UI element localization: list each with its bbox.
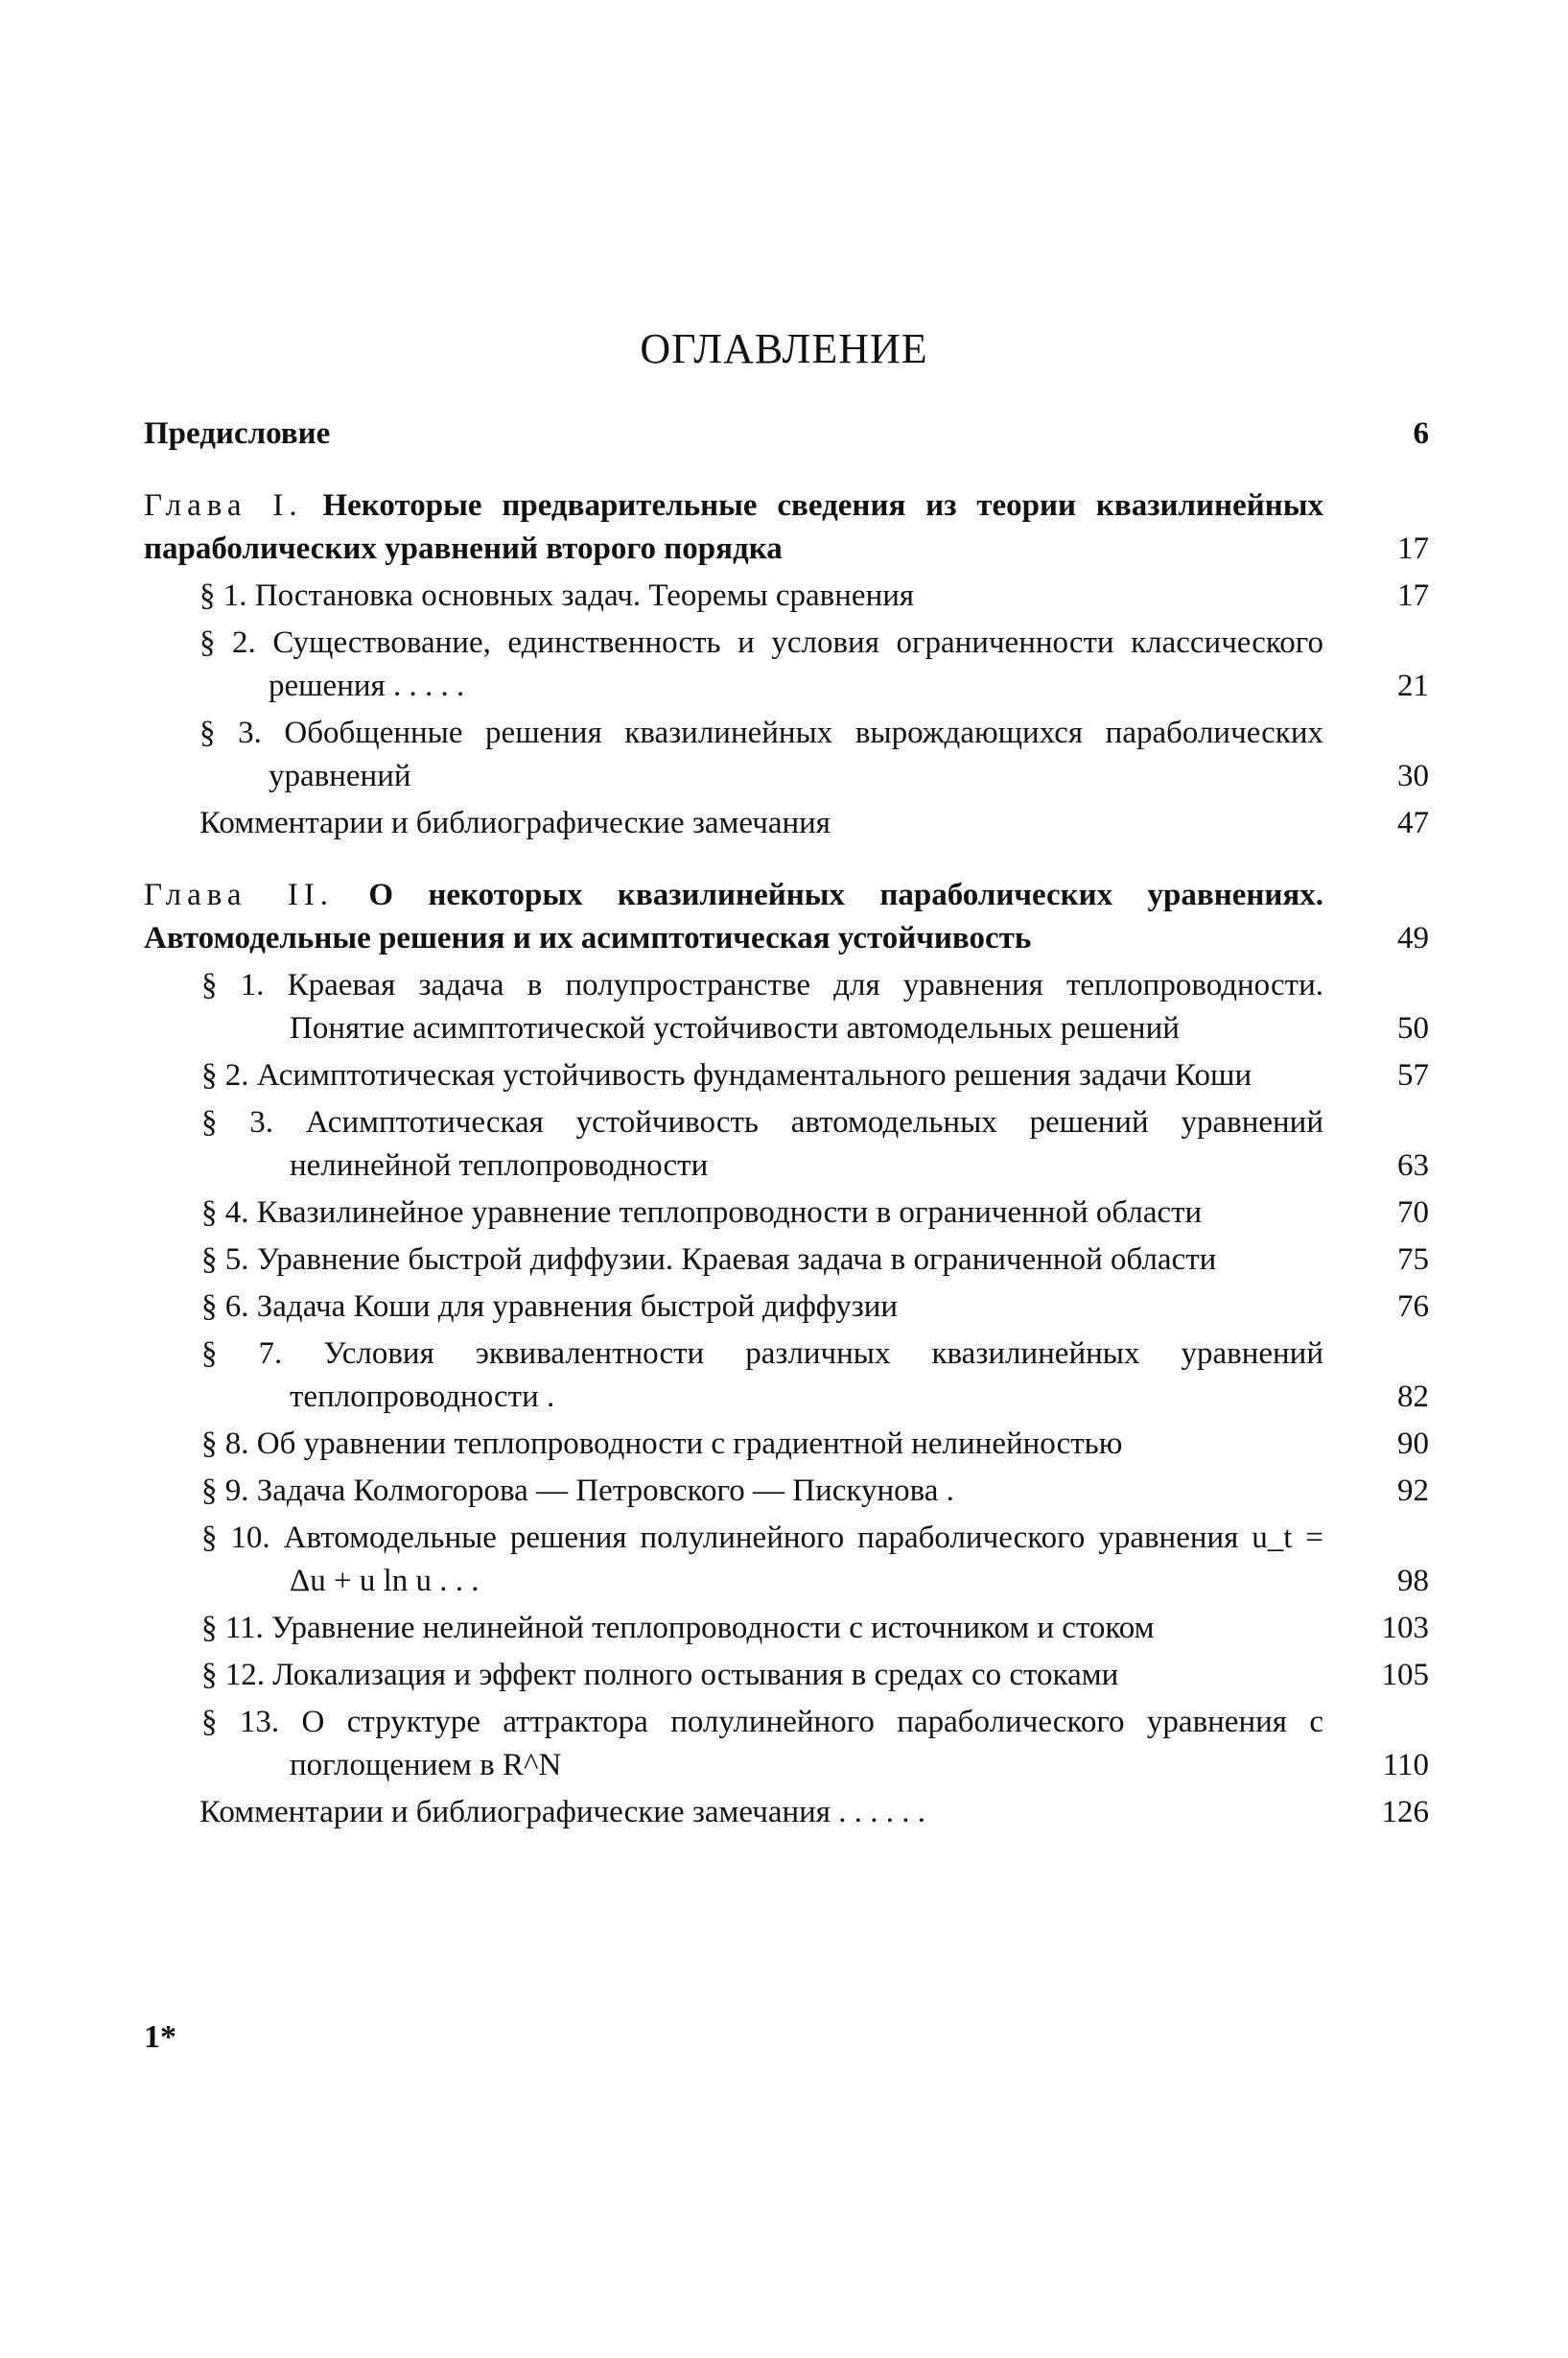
toc-entry-page: 103 — [1381, 1611, 1429, 1645]
toc-entry-page: 57 — [1397, 1058, 1429, 1093]
toc-section — [144, 1701, 1429, 1787]
toc-section — [144, 712, 1429, 798]
toc-chapter-2 — [144, 874, 1429, 960]
chapter-title: О некоторых квазилинейных параболических уравнениях. Автомодельные решения и их асимптотическая устойчивость — [144, 878, 1323, 955]
toc-entry-page: 110 — [1382, 1748, 1429, 1782]
toc-comments-label: Комментарии и библиографические замечания — [199, 806, 831, 840]
toc-section-label: § 5. Уравнение быстрой диффузии. Краевая задача в ограниченной области — [201, 1242, 1217, 1277]
page-title: ОГЛАВЛЕНИЕ — [640, 325, 928, 372]
toc-section-label: § 13. О структуре аттрактора полулинейного параболического уравнения с поглощением в R^N — [201, 1705, 1323, 1782]
toc-section — [144, 1101, 1429, 1188]
toc-section — [144, 1654, 1429, 1697]
toc-section — [144, 1607, 1429, 1650]
chapter-prefix: Глава II. — [144, 878, 335, 912]
toc-section-label: § 2. Асимптотическая устойчивость фундаментального решения задачи Коши — [201, 1058, 1252, 1093]
signature-mark: 1* — [144, 2019, 176, 2055]
table-of-contents — [144, 413, 1429, 1863]
toc-section — [144, 1332, 1429, 1419]
toc-entry-page: 105 — [1381, 1658, 1429, 1692]
toc-entry-preface — [144, 413, 1429, 456]
toc-entry-page: 98 — [1397, 1564, 1429, 1598]
toc-section — [144, 1423, 1429, 1466]
toc-section-label: § 3. Обобщенные решения квазилинейных вырождающихся параболических уравнений — [199, 716, 1323, 793]
toc-entry-page: 6 — [1413, 416, 1429, 451]
toc-section — [144, 1285, 1429, 1329]
toc-section-label: § 1. Постановка основных задач. Теоремы сравнения — [199, 578, 915, 613]
toc-section-label: § 8. Об уравнении теплопроводности с градиентной нелинейностью — [201, 1427, 1123, 1461]
toc-entry-page: 76 — [1397, 1289, 1429, 1324]
toc-section-label: § 12. Локализация и эффект полного остывания в средах со стоками — [201, 1658, 1119, 1692]
toc-section-label: § 2. Существование, единственность и условия ограниченности классического решения . . . . . — [199, 625, 1323, 703]
toc-entry-page: 92 — [1397, 1474, 1429, 1508]
toc-section — [144, 1054, 1429, 1097]
toc-comments — [144, 802, 1429, 845]
toc-entry-page: 21 — [1397, 669, 1429, 703]
toc-section-label: § 11. Уравнение нелинейной теплопроводности с источником и стоком — [201, 1611, 1155, 1645]
toc-section — [144, 964, 1429, 1050]
toc-entry-page: 82 — [1397, 1379, 1429, 1414]
toc-section-label: § 3. Асимптотическая устойчивость автомодельных решений уравнений нелинейной теплопроводности — [201, 1105, 1323, 1183]
toc-chapter-1 — [144, 484, 1429, 571]
toc-section-label: § 4. Квазилинейное уравнение теплопроводности в ограниченной области — [201, 1195, 1203, 1230]
toc-entry-page: 90 — [1397, 1427, 1429, 1461]
toc-section — [144, 1191, 1429, 1235]
toc-entry-page: 30 — [1397, 759, 1429, 793]
toc-section — [144, 622, 1429, 708]
chapter-title: Некоторые предварительные сведения из теории квазилинейных параболических уравнений второго порядка — [144, 488, 1324, 566]
toc-section-label: § 7. Условия эквивалентности различных квазилинейных уравнений теплопроводности . — [201, 1336, 1323, 1414]
toc-section — [144, 1238, 1429, 1282]
toc-section — [144, 575, 1429, 618]
chapter-prefix: Глава I. — [144, 488, 303, 523]
toc-entry-page: 17 — [1397, 578, 1429, 613]
toc-entry-page: 17 — [1397, 531, 1429, 566]
toc-comments — [144, 1791, 1429, 1834]
toc-entry-page: 75 — [1397, 1242, 1429, 1277]
toc-entry-page: 49 — [1397, 921, 1429, 955]
toc-section-label: § 9. Задача Колмогорова — Петровского — Пискунова . — [201, 1474, 954, 1508]
toc-section-label: § 6. Задача Коши для уравнения быстрой диффузии — [201, 1289, 899, 1324]
toc-entry-label: Предисловие — [144, 416, 331, 451]
toc-entry-page: 126 — [1381, 1795, 1429, 1829]
toc-entry-page: 50 — [1397, 1011, 1429, 1046]
toc-section — [144, 1470, 1429, 1513]
toc-section — [144, 1517, 1429, 1603]
toc-section-label: § 10. Автомодельные решения полулинейного параболического уравнения u_t = Δu + u ln u . . . — [201, 1521, 1323, 1598]
toc-entry-page: 70 — [1397, 1195, 1429, 1230]
toc-entry-page: 47 — [1397, 806, 1429, 840]
toc-comments-label: Комментарии и библиографические замечания . . . . . . — [199, 1795, 925, 1829]
toc-entry-page: 63 — [1397, 1148, 1429, 1183]
toc-section-label: § 1. Краевая задача в полупространстве для уравнения теплопроводности. Понятие асимптотической устойчивости автомодельных решений — [201, 968, 1323, 1046]
